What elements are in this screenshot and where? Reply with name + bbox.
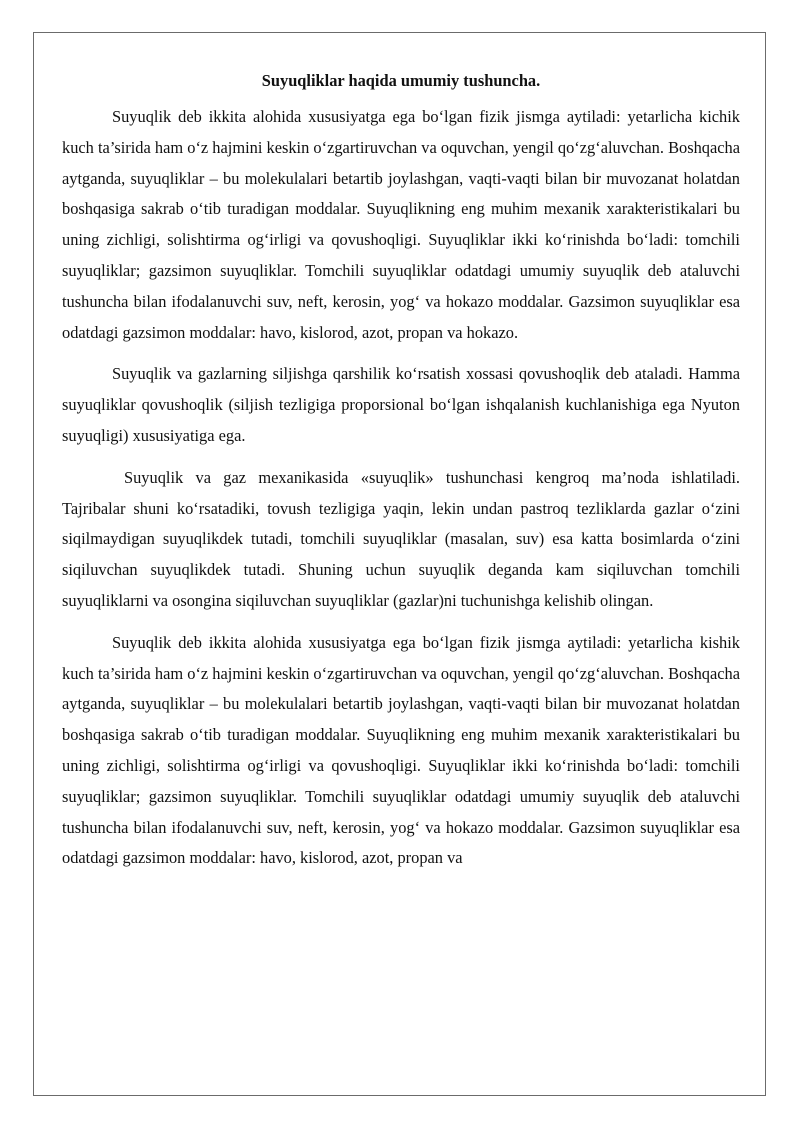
paragraph-1: Suyuqlik deb ikkita alohida xususiyatga ega bo‘lgan fizik jismga aytiladi: yetarlicha kichik kuch ta’sirida ham o‘z hajmini keskin o‘zgartiruvchan va oquvchan, yengil qo‘zg‘aluvchan. Boshqacha aytganda, suyuqliklar – bu molekulalari betartib joylashgan, vaqti-vaqti bilan bir muvozanat holatdan boshqasiga sakrab o‘tib turadigan moddalar. Suyuqlikning eng muhim mexanik xarakteristikalari bu uning zichligi, solishtirma og‘irligi va qovushoqligi. Suyuqliklar ikki ko‘rinishda bo‘ladi: tomchili suyuqliklar; gazsimon suyuqliklar. Tomchili suyuqliklar odatdagi umumiy suyuqlik deb ataluvchi tushuncha bilan ifodalanuvchi suv, neft, kerosin, yog‘ va hokazo moddalar. Gazsimon suyuqliklar esa odatdagi gazsimon moddalar: havo, kislorod, azot, propan va hokazo. [62,107,740,342]
document-title: Suyuqliklar haqida umumiy tushuncha. [261,71,541,90]
paragraph-3: Suyuqlik va gaz mexanikasida «suyuqlik» tushunchasi kengroq ma’noda ishlatiladi. Tajribalar shuni ko‘rsatadiki, tovush tezligiga yaqin, lekin undan pastroq tezliklarda gazlar o‘zini siqilmaydigan suyuqlikdek tutadi, tomchili suyuqliklar (masalan, suv) esa katta bosimlarda o‘zini siqiluvchan suyuqlikdek tutadi. Shuning uchun suyuqlik deganda kam siqiluvchan tomchili suyuqliklarni va osongina siqiluvchan suyuqliklar (gazlar)ni tuchunishga kelishib olingan. [62,467,740,610]
paragraph-2: Suyuqlik va gazlarning siljishga qarshilik ko‘rsatish xossasi qovushoqlik deb ataladi. Hamma suyuqliklar qovushoqlik (siljish tezligiga proporsional bo‘lgan ishqalanish kuchlanishiga ega Nyuton suyuqligi) xususiyatiga ega. [62,364,740,445]
paragraph-4: Suyuqlik deb ikkita alohida xususiyatga ega bo‘lgan fizik jismga aytiladi: yetarlicha kishik kuch ta’sirida ham o‘z hajmini keskin o‘zgartiruvchan va oquvchan, yengil qo‘zg‘aluvchan. Boshqacha aytganda, suyuqliklar – bu molekulalari betartib joylashgan, vaqti-vaqti bilan bir muvozanat holatdan boshqasiga sakrab o‘tib turadigan moddalar. Suyuqlikning eng muhim mexanik xarakteristikalari bu uning zichligi, solishtirma og‘irligi va qovushoqligi. Suyuqliklar ikki ko‘rinishda bo‘ladi: tomchili suyuqliklar; gazsimon suyuqliklar. Tomchili suyuqliklar odatdagi umumiy suyuqlik deb ataluvchi tushuncha bilan ifodalanuvchi suv, neft, kerosin, yog‘ va hokazo moddalar. Gazsimon suyuqliklar esa odatdagi gazsimon moddalar: havo, kislorod, azot, propan va [62,632,740,868]
document-body [62,66,740,885]
